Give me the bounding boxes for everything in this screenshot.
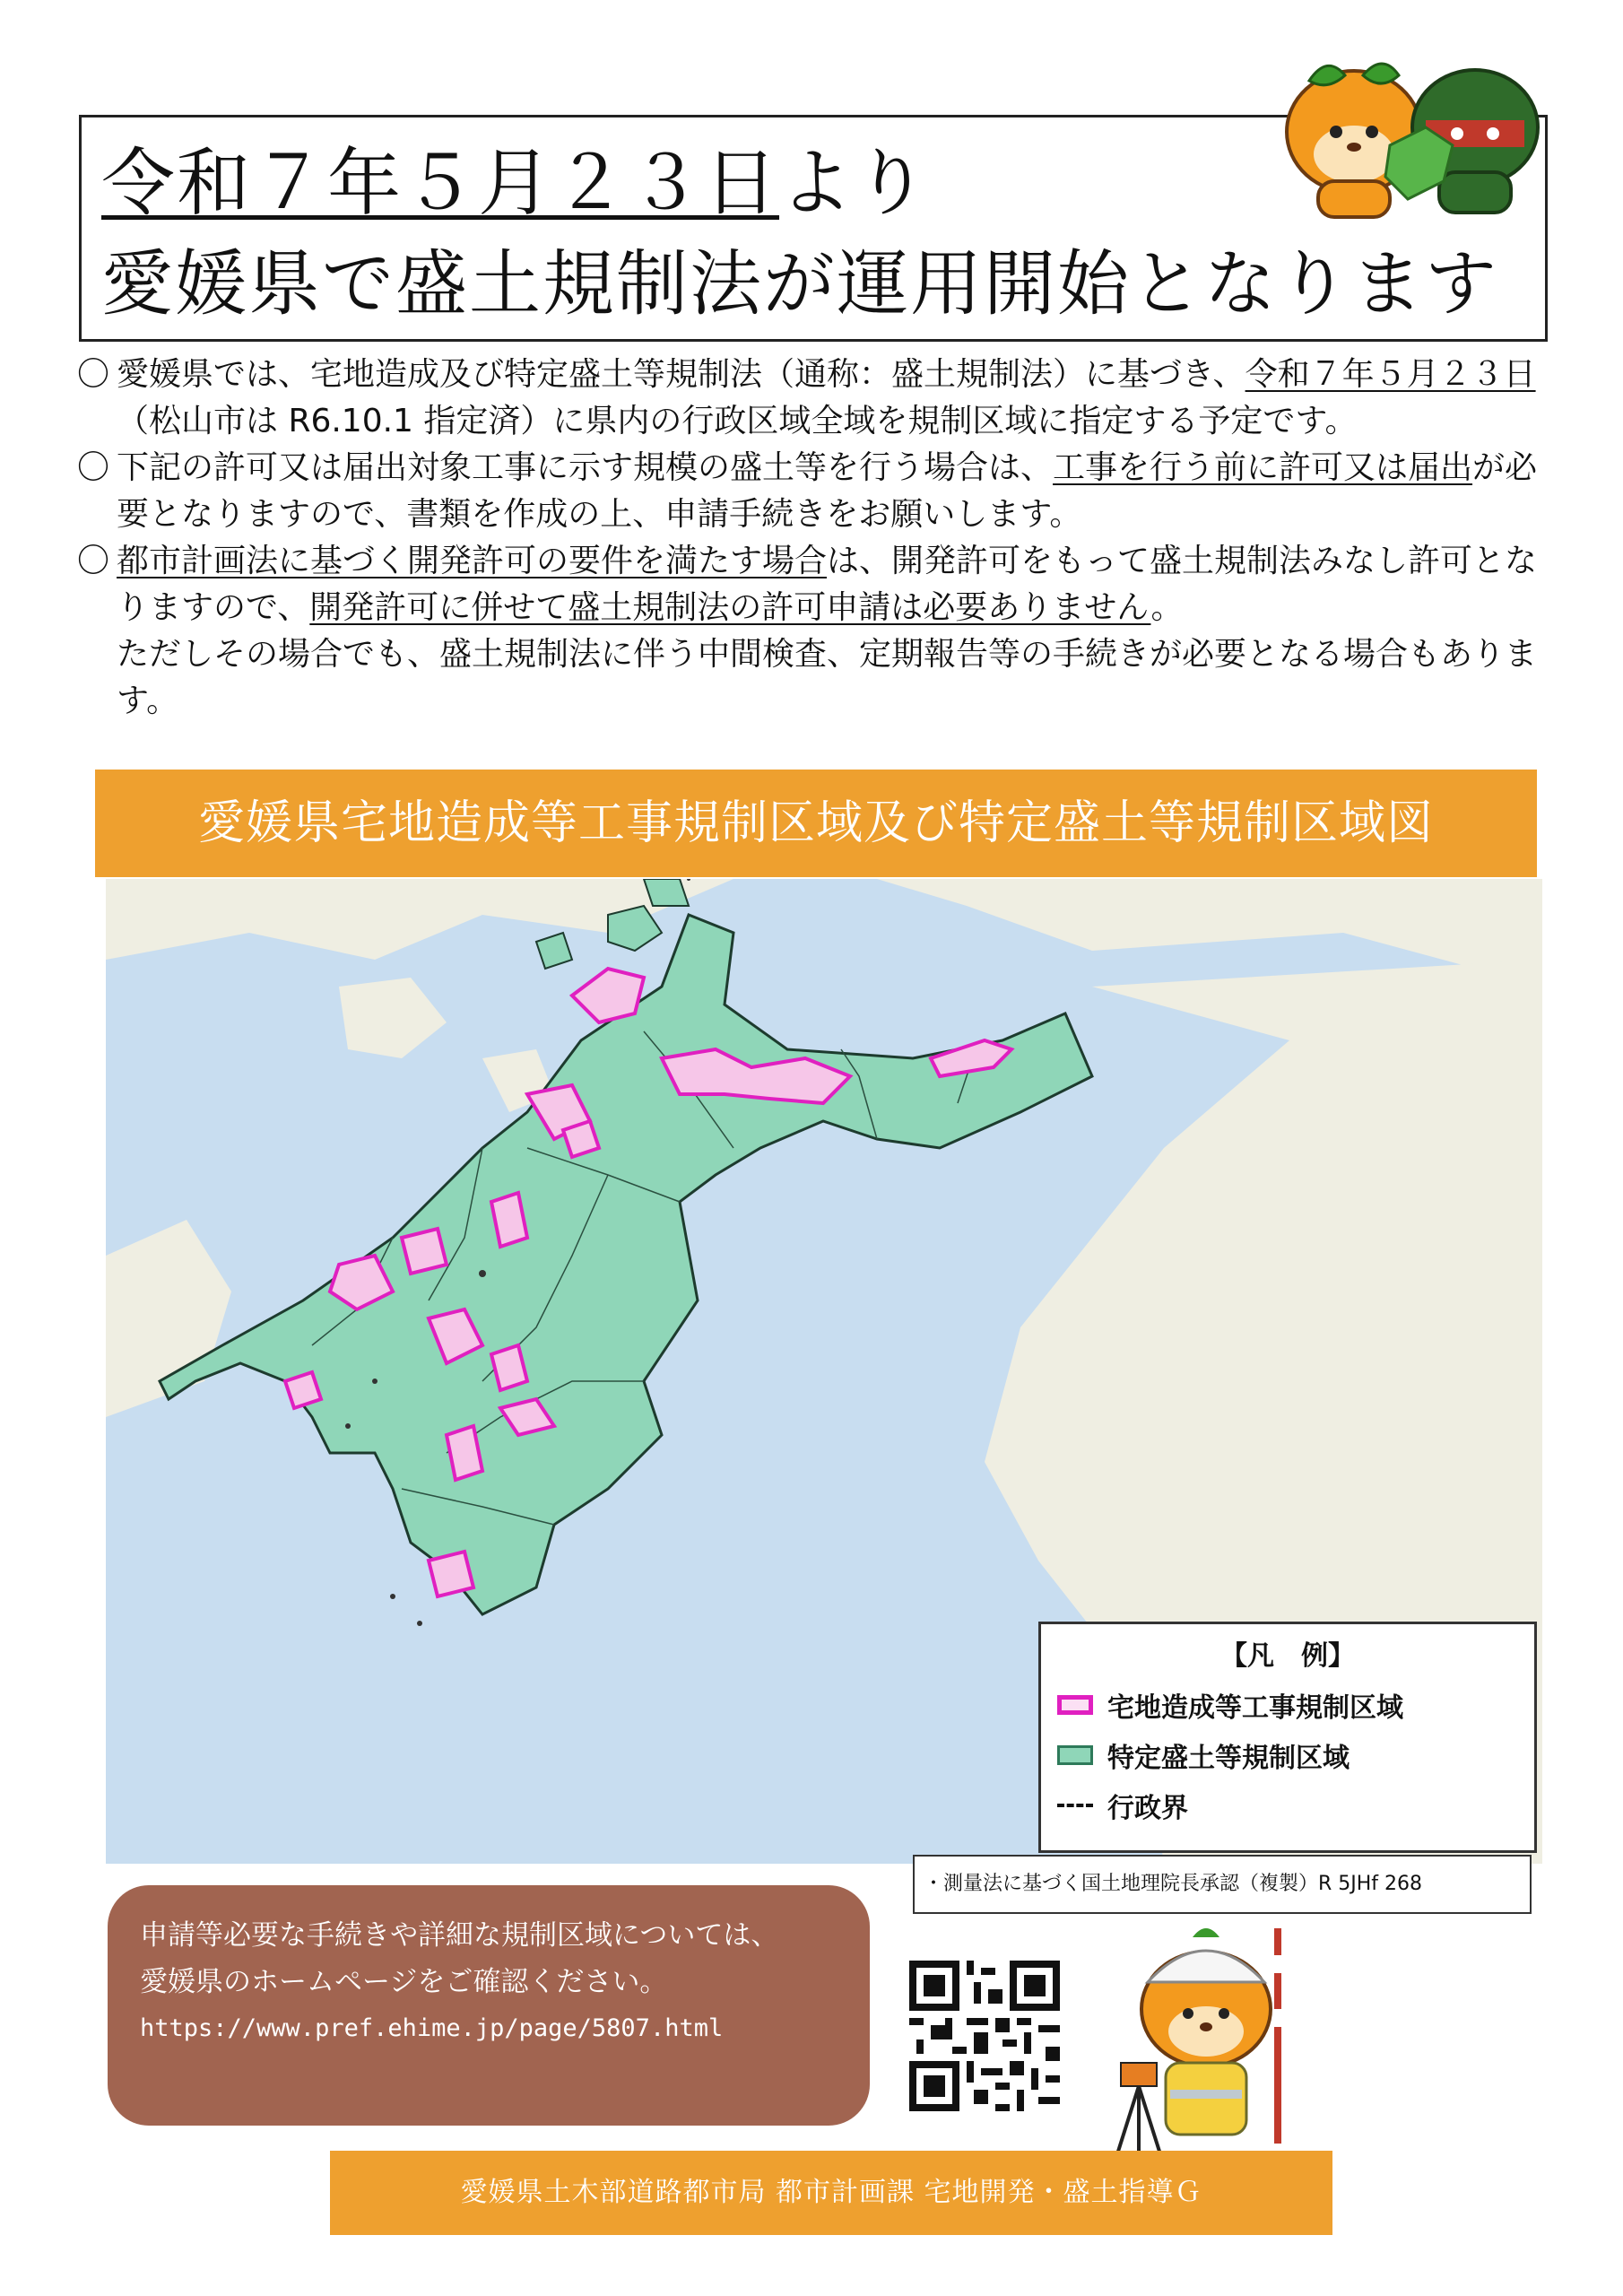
info-box bbox=[108, 1885, 870, 2126]
pink-swatch-icon bbox=[1057, 1695, 1093, 1715]
paragraph-underlined-text: 工事を行う前に許可又は届出 bbox=[1053, 449, 1473, 486]
paragraph-1 bbox=[77, 352, 1566, 445]
dashed-line-icon bbox=[1057, 1804, 1093, 1807]
survey-approval-note: ・測量法に基づく国土地理院長承認（複製）R 5JHf 268 bbox=[913, 1855, 1532, 1914]
paragraph-text: 。 bbox=[1150, 589, 1184, 626]
paragraph-text: は、開発許可をもって盛土規制法みなし許可となりますので、 bbox=[117, 543, 1538, 626]
paragraph-3 bbox=[77, 538, 1566, 631]
legend-label: 宅地造成等工事規制区域 bbox=[1107, 1692, 1403, 1724]
legend-item-specified bbox=[1057, 1730, 1518, 1780]
surveyor-mascot-illustration bbox=[1112, 1919, 1309, 2161]
qr-code-icon[interactable] bbox=[909, 1961, 1060, 2111]
info-line-2: 愛媛県のホームページをご確認ください。 bbox=[140, 1966, 668, 1998]
paragraph-text: ただしその場合でも、盛土規制法に伴う中間検査、定期報告等の手続きが必要となる場合もあります。 bbox=[117, 636, 1538, 719]
legend-item-boundary bbox=[1057, 1780, 1518, 1831]
paragraph-mark: 〇 bbox=[77, 449, 110, 486]
homepage-link[interactable]: https://www.pref.ehime.jp/page/5807.html bbox=[140, 2014, 724, 2042]
paragraph-underlined-text: 開発許可に併せて盛土規制法の許可申請は必要ありません bbox=[309, 589, 1151, 626]
title-line2: 愛媛県で盛土規制法が運用開始となります bbox=[101, 242, 1498, 326]
paragraph-underlined-text: 令和７年５月２３日 bbox=[1245, 356, 1536, 393]
title-date-suffix: より bbox=[779, 141, 931, 226]
legend-title: 【凡 例】 bbox=[1220, 1640, 1355, 1672]
mascot-pair-illustration bbox=[1255, 47, 1551, 226]
paragraph-2 bbox=[77, 445, 1566, 538]
paragraph-text: 愛媛県では、宅地造成及び特定盛土等規制法（通称：盛土規制法）に基づき、 bbox=[117, 356, 1245, 393]
legend-item-residential bbox=[1057, 1680, 1518, 1730]
title-date: 令和７年５月２３日 bbox=[101, 141, 780, 226]
intro-paragraphs bbox=[77, 352, 1566, 725]
paragraph-mark: 〇 bbox=[77, 543, 110, 579]
paragraph-text: （松山市は R6.10.1 指定済）に県内の行政区域全域を規制区域に指定する予定です。 bbox=[117, 403, 1358, 439]
paragraph-text: が必要となりますので、書類を作成の上、申請手続きをお願いします。 bbox=[117, 449, 1538, 533]
legend-label: 行政界 bbox=[1107, 1793, 1188, 1824]
map-header: 愛媛県宅地造成等工事規制区域及び特定盛土等規制区域図 bbox=[95, 770, 1537, 877]
paragraph-4 bbox=[77, 631, 1566, 725]
green-swatch-icon bbox=[1057, 1745, 1093, 1765]
paragraph-mark: 〇 bbox=[77, 356, 110, 393]
helmet-icon bbox=[1148, 1951, 1264, 1982]
paragraph-text: 下記の許可又は届出対象工事に示す規模の盛土等を行う場合は、 bbox=[117, 449, 1054, 486]
paragraph-underlined-text: 都市計画法に基づく開発許可の要件を満たす場合 bbox=[117, 543, 828, 579]
map-legend bbox=[1038, 1622, 1537, 1853]
footer-department: 愛媛県土木部道路都市局 都市計画課 宅地開発・盛土指導Ｇ bbox=[330, 2151, 1332, 2235]
tripod-icon bbox=[1116, 2063, 1161, 2157]
info-line-1: 申請等必要な手続きや詳細な規制区域については、 bbox=[140, 1919, 779, 1952]
legend-label: 特定盛土等規制区域 bbox=[1107, 1743, 1350, 1774]
